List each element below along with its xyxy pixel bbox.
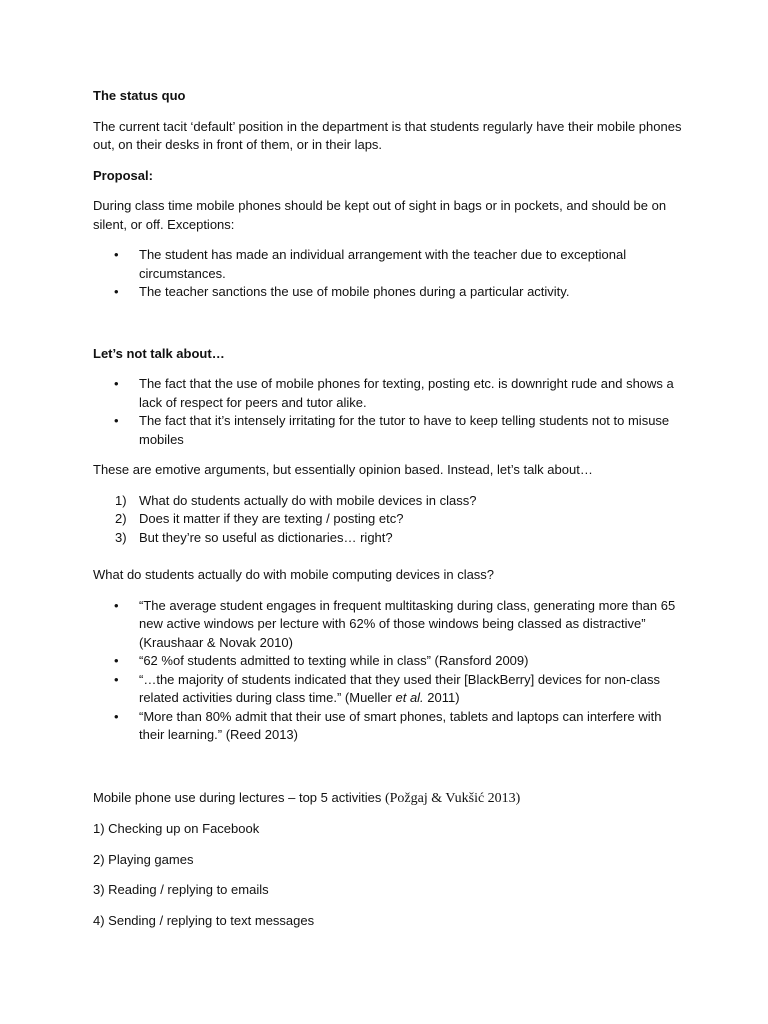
top5-item-2: 2) Playing games [93,851,194,867]
list-item: 2) Does it matter if they are texting / posting etc? [115,511,404,526]
status-quo-heading: The status quo [93,88,186,103]
not-talk-list [93,375,683,449]
list-item: 1) What do students actually do with mobile devices in class? [115,492,477,508]
exceptions-list [93,246,683,302]
bullet-icon: • [114,597,119,613]
list-item: • “More than 80% admit that their use of smart phones, tablets and laptops can interfere with their learning.” (Reed 2013) [114,708,662,742]
not-talk-summary: These are emotive arguments, but essentially opinion based. Instead, let’s talk about… [93,462,593,477]
proposal-heading: Proposal: [93,167,153,183]
top5-heading: Mobile phone use during lectures – top 5 activities (Požgaj & Vukšić 2013) [93,789,521,806]
document-body [93,87,683,930]
list-item: 3) But they’re so useful as dictionaries… right? [115,529,393,545]
list-item: • The student has made an individual arrangement with the teacher due to exceptional circumstances. [114,247,627,281]
bullet-icon: • [114,671,119,687]
top5-item-3: 3) Reading / replying to emails [93,882,269,897]
bullet-icon: • [114,284,119,299]
bullet-icon: • [114,708,119,724]
evidence-list [93,597,683,745]
status-quo-text: The current tacit ‘default’ position in the department is that students regularly have their mobile phones out, on their desks in front of them, or in their laps. [93,118,682,152]
top5-item-1: 1) Checking up on Facebook [93,821,260,836]
list-item: • “…the majority of students indicated that they used their [BlackBerry] devices for non-class related activities during class time.” (Mueller et al. 2011) [114,671,660,705]
not-talk-heading: Let’s not talk about… [93,345,225,361]
evidence-heading: What do students actually do with mobile computing devices in class? [93,567,495,582]
list-item: • “The average student engages in frequent multitasking during class, generating more than 65 new active windows per lecture with 62% of those windows being classed as distractive” (Kraushaar & Novak 2010) [114,597,676,650]
list-item: • The fact that the use of mobile phones for texting, posting etc. is downright rude and shows a lack of respect for peers and tutor alike. [114,376,674,410]
list-item: • The teacher sanctions the use of mobile phones during a particular activity. [93,283,683,302]
proposal-text: During class time mobile phones should be kept out of sight in bags or in pockets, and should be on silent, or off. Exceptions: [93,198,667,232]
bullet-icon: • [114,653,119,668]
bullet-icon: • [114,376,119,391]
questions-list [93,492,683,548]
bullet-icon: • [114,413,119,428]
bullet-icon: • [114,247,119,262]
top5-item-4: 4) Sending / replying to text messages [93,912,315,928]
list-item: • “62 %of students admitted to texting while in class” (Ransford 2009) [93,652,683,671]
top5-citation: (Požgaj & Vukšić 2013) [384,790,521,806]
list-item: • The fact that it’s intensely irritating for the tutor to have to keep telling students not to misuse mobiles [114,413,670,447]
